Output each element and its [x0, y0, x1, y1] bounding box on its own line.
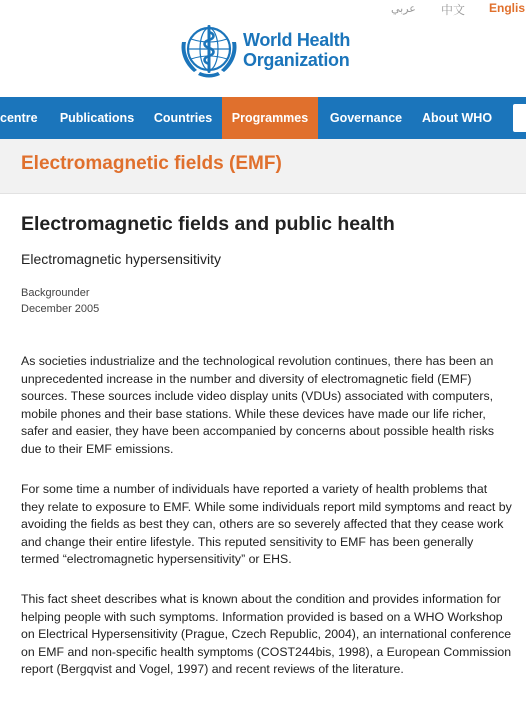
section-title-link[interactable]: Electromagnetic fields (EMF) [21, 153, 282, 174]
section-header [0, 139, 526, 194]
main-navigation [0, 97, 526, 139]
nav-item-countries[interactable]: Countries [153, 111, 213, 125]
publication-date: December 2005 [21, 303, 100, 315]
page-subtitle: Electromagnetic hypersensitivity [21, 251, 221, 267]
language-bar [0, 0, 526, 20]
nav-item-governance[interactable]: Governance [329, 111, 403, 125]
nav-item-programmes[interactable]: Programmes [222, 97, 318, 139]
language-chinese-link[interactable]: 中文 [441, 3, 466, 17]
nav-item-media-centre[interactable]: centre [0, 111, 38, 125]
nav-item-publications[interactable]: Publications [59, 111, 135, 125]
who-emblem-icon [178, 22, 240, 80]
paragraph-3: This fact sheet describes what is known about the condition and provides information for helping people with such symptoms. Information provided is based on a WHO Workshop on Electrical Hypersensitivity (Prague, Czech Republic, 2004), an international conference on EMF and non-specific health symptoms (COST244bis, 1998), a European Commission report (Bergqvist and Vogel, 1997) and recent reviews of the literature. [21, 592, 512, 676]
paragraph-2: For some time a number of individuals have reported a variety of health problems that they relate to exposure to EMF. While some individuals report mild symptoms and react by avoiding the fields as best they can, others are so severely affected that they cease work and change their entire lifestyle. This reputed sensitivity to EMF has been generally termed “electromagnetic hypersensitivity” or EHS. [21, 482, 512, 566]
document-type: Backgrounder [21, 287, 90, 299]
search-input[interactable] [513, 104, 526, 132]
nav-item-about-who[interactable]: About WHO [421, 111, 493, 125]
who-logo-text [243, 30, 350, 70]
paragraph-1: As societies industrialize and the technological revolution continues, there has been an unprecedented increase in the number and diversity of electromagnetic field (EMF) sources. These sources include video display units (VDUs) associated with computers, mobile phones and their base stations. While these devices have made our life richer, safer and easier, they have been accompanied by concerns about possible health risks due to their EMF emissions. [21, 354, 495, 456]
who-logo[interactable] [178, 22, 368, 80]
logo-line-2: Organization [243, 50, 350, 70]
logo-line-1: World Health [243, 30, 351, 50]
page-title: Electromagnetic fields and public health [21, 213, 395, 235]
language-english-link[interactable]: Englis [489, 1, 526, 15]
language-arabic-link[interactable]: عربي [391, 3, 416, 15]
